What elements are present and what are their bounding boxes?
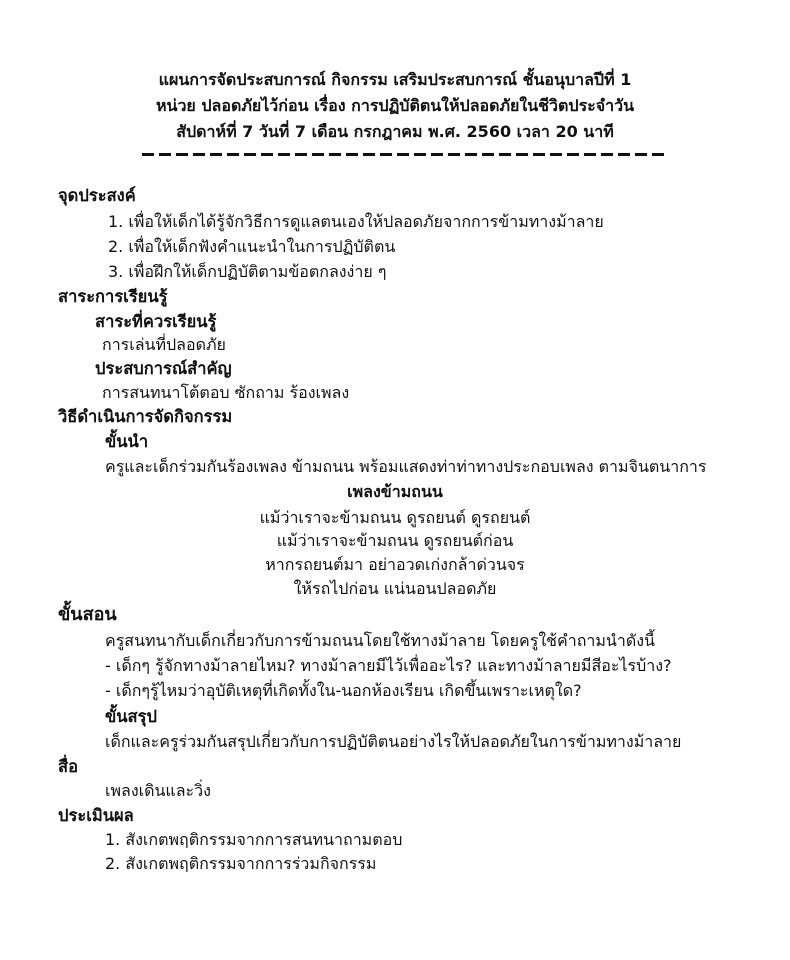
objective-item: 1. เพื่อให้เด็กได้รู้จักวิธีการดูแลตนเองให้ปลอดภัยจากการข้ามทางม้าลาย <box>108 212 604 231</box>
summary-text: เด็กและครูร่วมกันสรุปเกี่ยวกับการปฏิบัติตนอย่างไรให้ปลอดภัยในการข้ามทางม้าลาย <box>105 732 682 751</box>
header-unit: หน่วย ปลอดภัยไว้ก่อน เรื่อง การปฏิบัติตนให้ปลอดภัยในชีวิตประจำวัน <box>155 96 635 115</box>
objective-item: 3. เพื่อฝึกให้เด็กปฏิบัติตามข้อตกลงง่าย ๆ <box>108 262 387 281</box>
header-title: แผนการจัดประสบการณ์ กิจกรรม เสริมประสบการณ์ ชั้นอนุบาลปีที่ 1 <box>158 70 632 89</box>
steps-text: ครูสนทนากับเด็กเกี่ยวกับการข้ามถนนโดยใช้ทางม้าลาย โดยครูใช้คำถามนำดังนี้ <box>105 631 655 650</box>
song-line: แม้ว่าเราจะข้ามถนน ดูรถยนต์ก่อน <box>276 531 514 550</box>
intro-heading: ขั้นนำ <box>105 432 149 451</box>
objectives-heading: จุดประสงค์ <box>58 186 136 205</box>
media-text: เพลงเดินและวิ่ง <box>105 781 211 800</box>
summary-heading: ขั้นสรุป <box>105 707 157 726</box>
song-line: หากรถยนต์มา อย่าอวดเก่งกล้าด่วนจร <box>265 555 525 574</box>
steps-heading: ขั้นสอน <box>58 604 117 625</box>
header-divider <box>142 153 668 156</box>
objective-item: 2. เพื่อให้เด็กฟังคำแนะนำในการปฏิบัติตน <box>108 237 396 256</box>
steps-item: - เด็กๆ รู้จักทางม้าลายไหม? ทางม้าลายมีไว้เพื่ออะไร? และทางม้าลายมีสีอะไรบ้าง? <box>105 656 672 675</box>
content-text: การสนทนาโต้ตอบ ซักถาม ร้องเพลง <box>102 383 350 402</box>
content-heading: สาระการเรียนรู้ <box>58 287 168 306</box>
evaluation-item: 1. สังเกตพฤติกรรมจากการสนทนาถามตอบ <box>105 830 403 849</box>
song-line: แม้ว่าเราจะข้ามถนน ดูรถยนต์ ดูรถยนต์ <box>259 508 531 527</box>
steps-item: - เด็กๆรู้ไหมว่าอุบัติเหตุที่เกิดทั้งใน-นอกห้องเรียน เกิดขึ้นเพราะเหตุใด? <box>105 681 582 700</box>
evaluation-heading: ประเมินผล <box>58 806 134 825</box>
evaluation-item: 2. สังเกตพฤติกรรมจากการร่วมกิจกรรม <box>105 854 377 873</box>
method-heading: วิธีดำเนินการจัดกิจกรรม <box>58 407 233 426</box>
intro-text: ครูและเด็กร่วมกันร้องเพลง ข้ามถนน พร้อมแสดงท่าท่าทางประกอบเพลง ตามจินตนาการ <box>105 457 707 476</box>
content-text: การเล่นที่ปลอดภัย <box>102 335 226 354</box>
content-subheading: สาระที่ควรเรียนรู้ <box>95 312 217 331</box>
song-line: ให้รถไปก่อน แน่นอนปลอดภัย <box>293 579 497 598</box>
content-subheading: ประสบการณ์สำคัญ <box>95 359 232 378</box>
media-heading: สื่อ <box>58 757 78 776</box>
header-date: สัปดาห์ที่ 7 วันที่ 7 เดือน กรกฎาคม พ.ศ. 2560 เวลา 20 นาที <box>176 122 614 141</box>
song-title: เพลงข้ามถนน <box>347 482 443 501</box>
